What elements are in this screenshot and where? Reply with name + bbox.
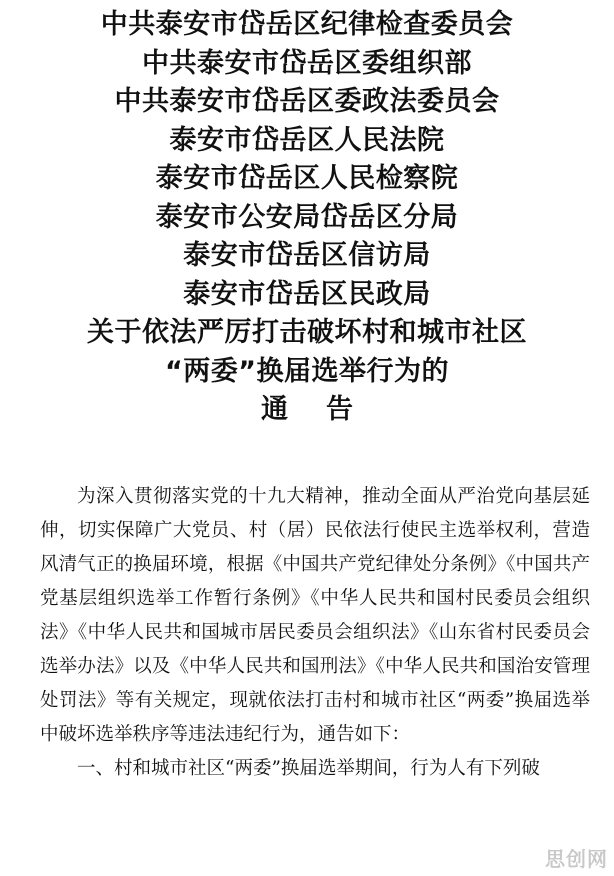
clause-paragraph: 一、村和城市社区“两委”换届选举期间，行为人有下列破 — [77, 758, 540, 779]
document-title-line: 关于依法严厉打击破坏村和城市社区 — [87, 317, 527, 348]
issuer-line: 泰安市岱岳区人民法院 — [169, 124, 445, 156]
issuer-line: 中共泰安市岱岳区纪律检查委员会 — [100, 9, 514, 40]
issuer-line: 泰安市岱岳区民政局 — [183, 278, 431, 310]
document-header — [0, 6, 614, 430]
document-body — [40, 480, 590, 786]
issuer-line: 中共泰安市岱岳区委政法委员会 — [114, 86, 500, 117]
issuer-line: 泰安市公安局岱岳区分局 — [155, 201, 459, 233]
site-watermark: 思创网 — [545, 847, 608, 871]
issuer-line: 泰安市岱岳区人民检察院 — [155, 163, 459, 194]
issuer-line: 泰安市岱岳区信访局 — [183, 240, 431, 271]
notice-heading: 通告 — [261, 394, 391, 425]
intro-paragraph: 为深入贯彻落实党的十九大精神，推动全面从严治党向基层延伸，切实保障广大党员、村（居）民依法行使民主选举权利，营造风清气正的换届环境，根据《中国共产党纪律处分条例》《中国共产党基层组织选举工作暂行条例》《中华人民共和国村民委员会组织法》《中华人民共和国城市居民委员会组织法》《山东省村民委员会选举办法》以及《中华人民共和国刑法》《中华人民共和国治安管理处罚法》等有关规定，现就依法打击村和城市社区“两委”换届选举中破坏选举秩序等违法违纪行为，通告如下： — [40, 486, 590, 745]
issuer-line: 中共泰安市岱岳区委组织部 — [142, 47, 472, 79]
document-title-line: “两委”换届选举行为的 — [165, 355, 449, 387]
